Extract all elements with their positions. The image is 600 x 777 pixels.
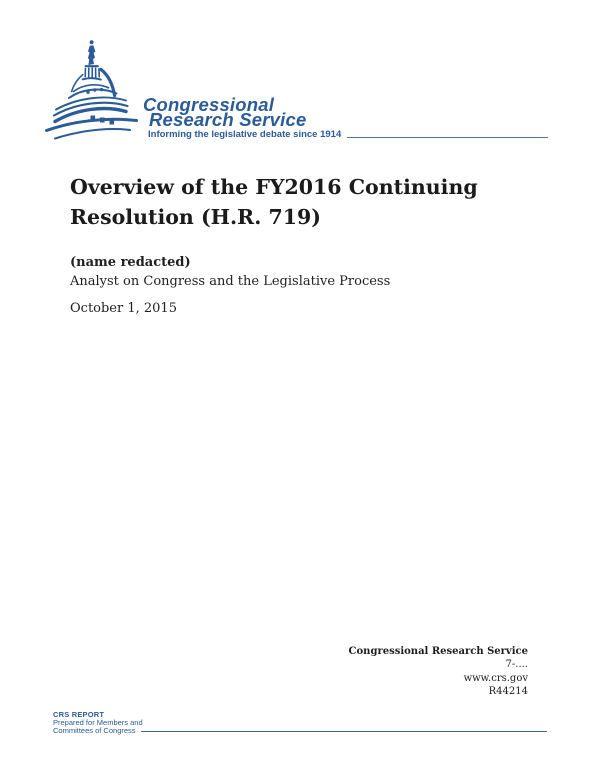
crs-report-block: [53, 711, 547, 734]
logo-org-name: [143, 94, 307, 130]
author-name: (name redacted): [70, 255, 191, 270]
footer-org-name: Congressional Research Service: [348, 646, 528, 657]
report-title-line-1: Overview of the FY2016 Continuing: [70, 175, 478, 199]
report-title: [70, 172, 478, 232]
logo-org-name-line2: Research Service: [149, 108, 307, 130]
logo-org-name-line1: Congressional: [143, 94, 275, 115]
report-title-line-2: Resolution (H.R. 719): [70, 205, 321, 229]
footer-rule: [141, 731, 547, 732]
committees-line: Committees of Congress: [53, 725, 136, 735]
crs-contact-block: [349, 645, 528, 699]
logo-tagline-row: [148, 129, 548, 140]
logo-tagline: Informing the legislative debate since 1914: [148, 129, 342, 140]
report-date: October 1, 2015: [70, 301, 177, 316]
byline-block: [70, 254, 390, 291]
prepared-for-line: Prepared for Members and: [53, 717, 143, 727]
footer-phone: 7-....: [505, 659, 528, 671]
footer-website: www.crs.gov: [463, 672, 528, 684]
footer-report-number: R44214: [488, 686, 528, 698]
crs-report-label: CRS REPORT: [53, 710, 105, 719]
author-role: Analyst on Congress and the Legislative Process: [70, 273, 391, 289]
committees-row: [53, 727, 547, 735]
tagline-rule: [347, 137, 548, 138]
